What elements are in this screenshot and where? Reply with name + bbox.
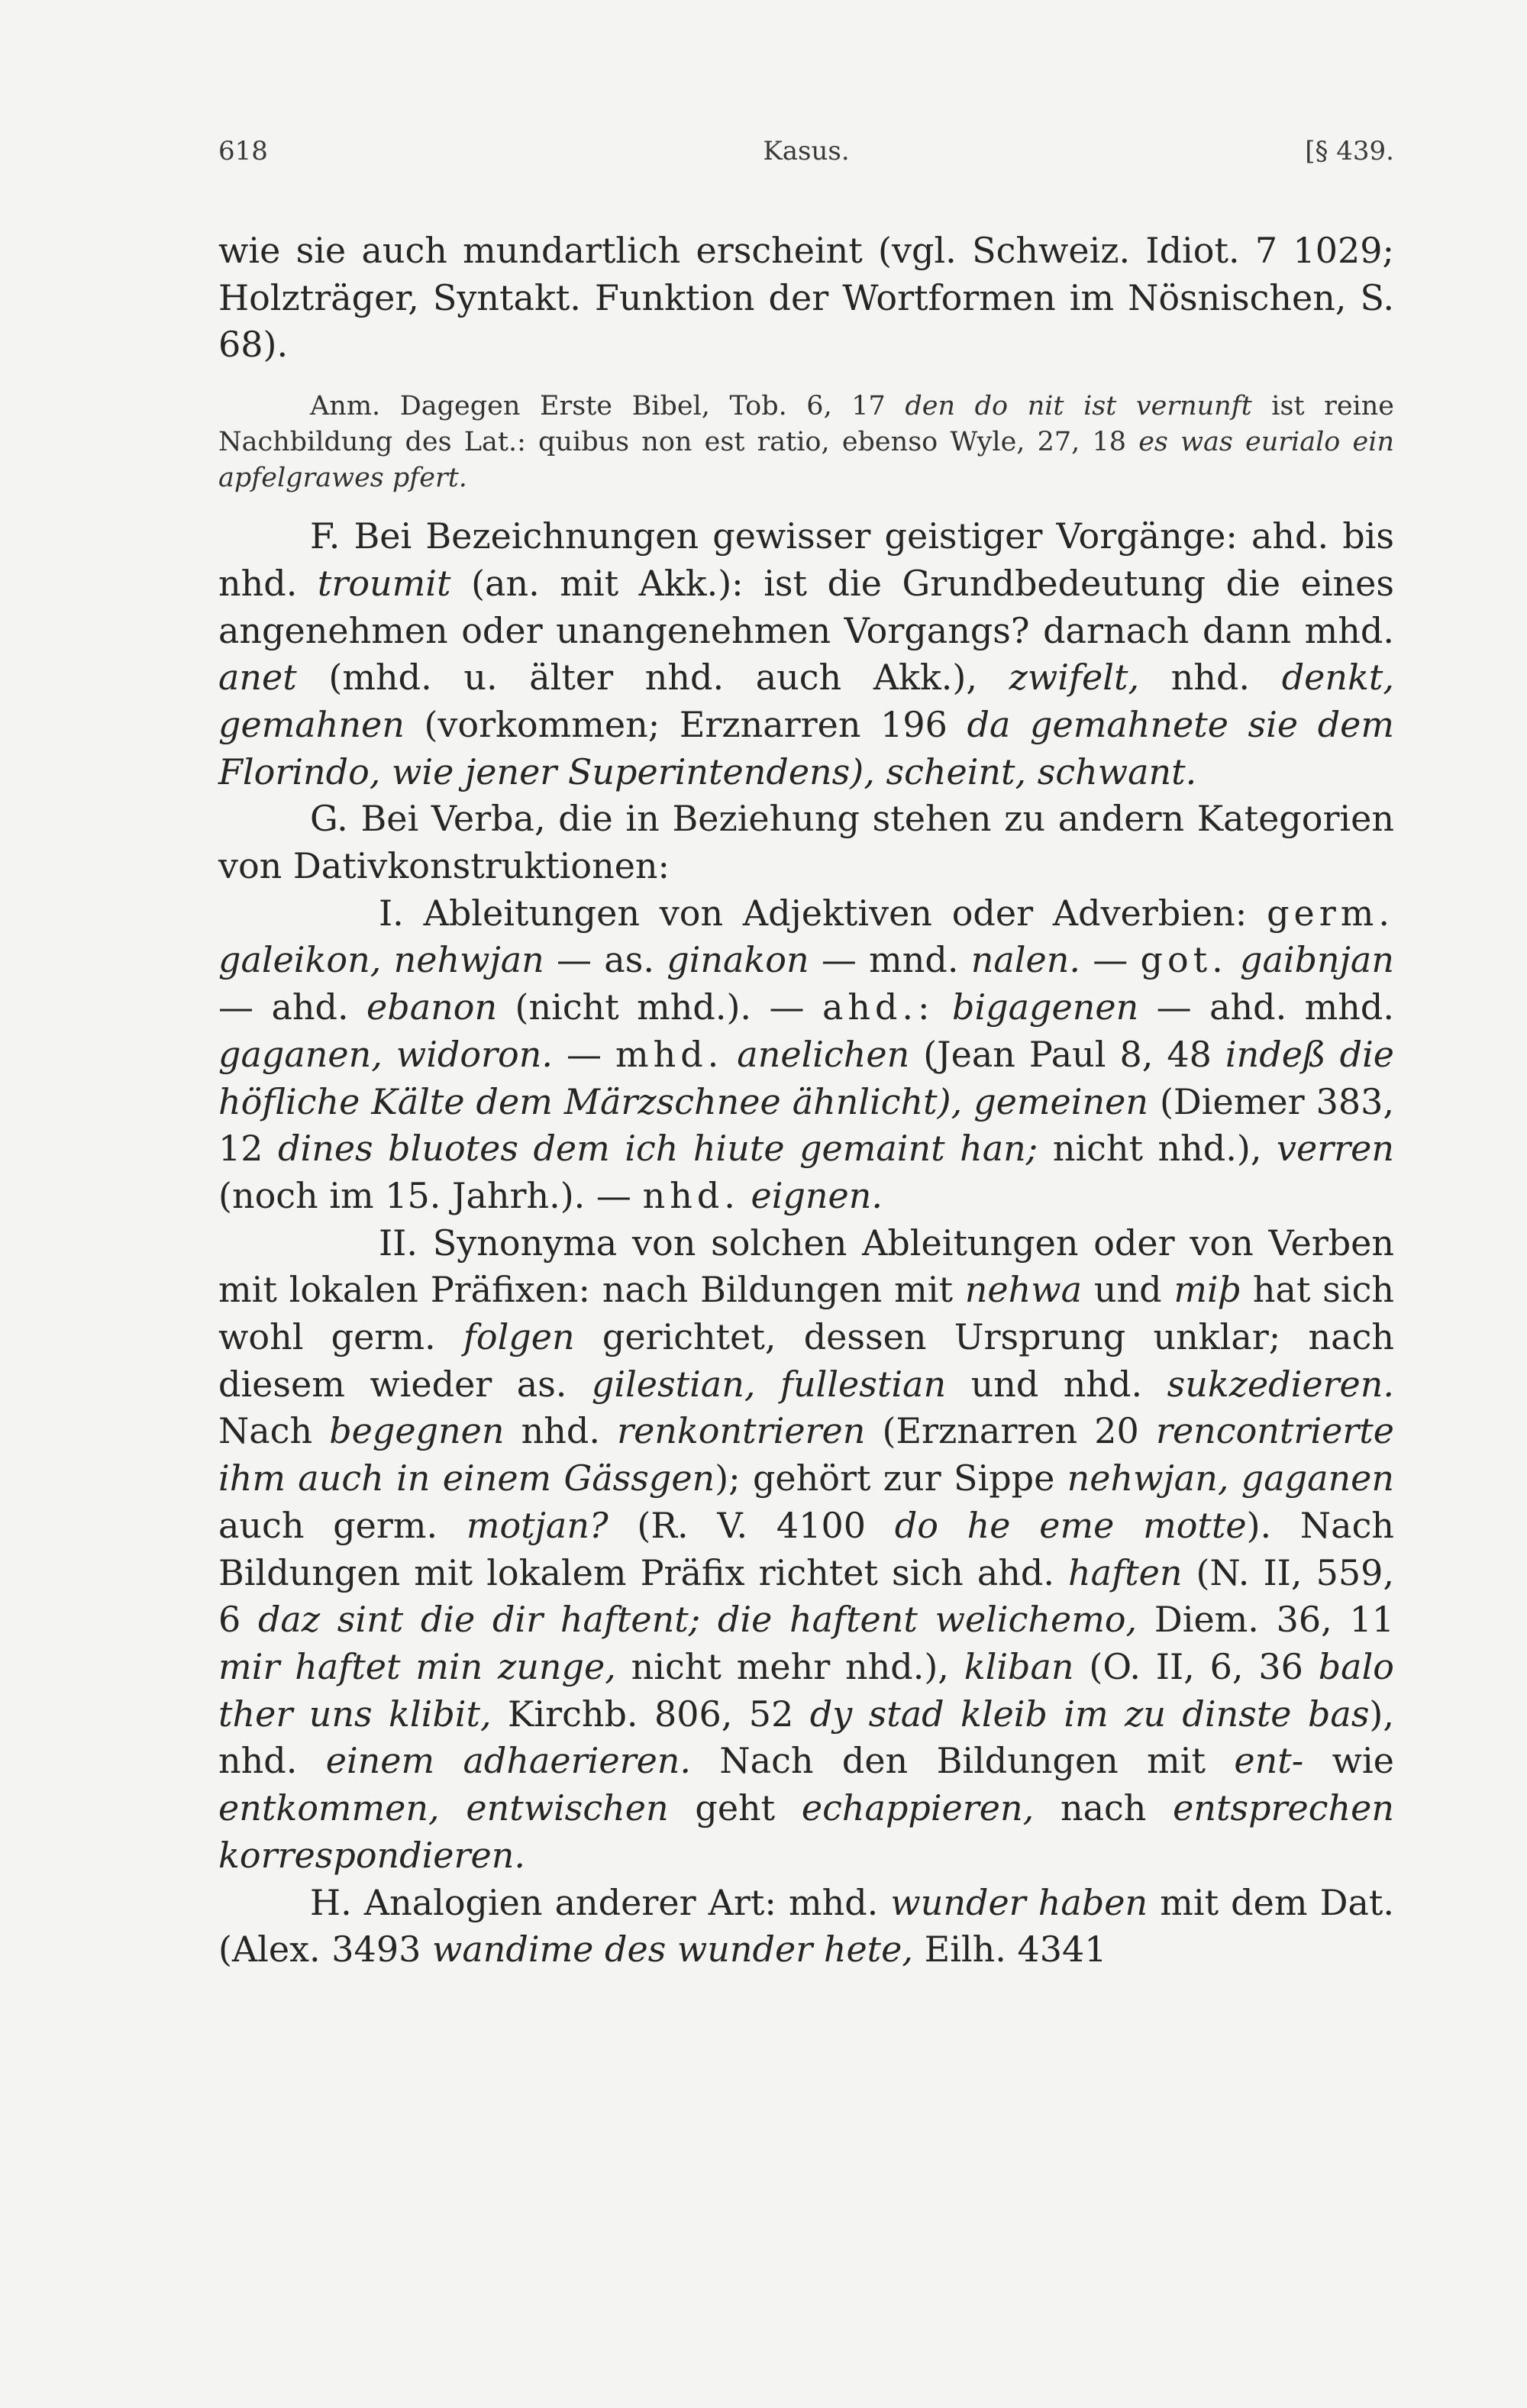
paragraph-anm <box>218 389 1394 496</box>
italic-text: gaganen, widoron. <box>218 1033 553 1075</box>
italic-text: entsprechen korrespondieren. <box>218 1787 1395 1876</box>
italic-text: ent- <box>1234 1740 1304 1782</box>
text-run: (an. mit Akk.): ist die Grundbedeutung die eines angenehmen oder unangenehmen Vorgangs? darnach dann mhd. <box>218 562 1394 651</box>
italic-text: rencontrierte ihm auch in einem Gässgen <box>218 1410 1394 1499</box>
text-run: F. Bei Bezeichnungen gewisser geistiger Vorgänge: ahd. bis nhd. <box>218 515 1394 604</box>
text-run: nicht mehr nhd.), <box>615 1645 964 1687</box>
italic-text: ginakon <box>667 939 809 981</box>
italic-text: gilestian, fullestian <box>591 1363 947 1405</box>
section-number: [§ 439. <box>1305 136 1394 166</box>
text-run: und nhd. <box>946 1363 1167 1405</box>
page-number: 618 <box>218 136 268 166</box>
page-header <box>218 136 1394 182</box>
italic-text: troumit <box>317 562 451 604</box>
italic-text: haften <box>1068 1551 1183 1593</box>
text-run: wie sie auch mundartlich erscheint (vgl. Schweiz. Idiot. 7 1029; Holzträger, Syntakt. Funktion der Wortformen im Nösnischen, S. 68). <box>218 230 1394 366</box>
italic-text: echappieren, <box>801 1787 1035 1829</box>
text-run: (R. V. 4100 <box>608 1504 895 1546</box>
text-run: G. Bei Verba, die in Beziehung stehen zu andern Kategorien von Dativkonstruktionen: <box>218 798 1394 887</box>
italic-text: es was eurialo ein apfelgrawes pfert. <box>218 427 1394 494</box>
text-run: auch germ. <box>218 1504 466 1546</box>
text-run: — <box>552 1033 615 1075</box>
text-run: nhd. <box>1139 657 1282 699</box>
text-run <box>723 1034 737 1075</box>
text-run: (Jean Paul 8, 48 <box>909 1033 1225 1075</box>
paragraph-pI <box>218 890 1394 1220</box>
text-run: ), nhd. <box>218 1693 1394 1782</box>
spaced-text: nhd. <box>642 1174 740 1216</box>
text-run: (vorkommen; Erznarren 196 <box>404 703 967 745</box>
spaced-text: mhd. <box>615 1033 724 1075</box>
italic-text: do he eme motte <box>894 1504 1247 1546</box>
text-run: (noch im 15. Jahrh.). — <box>218 1174 643 1216</box>
paragraph-pG <box>218 796 1394 889</box>
italic-text: wandime des wunder hete, <box>431 1929 914 1971</box>
text-run: ). Nach Bildungen mit lokalem Präfix richtet sich ahd. <box>218 1504 1394 1593</box>
text-run: wie <box>1303 1740 1394 1782</box>
spaced-text: germ. <box>1267 892 1394 934</box>
italic-text: nalen. <box>970 939 1080 981</box>
text-run: — <box>1080 939 1141 981</box>
text-run: gerichtet, dessen Ursprung unklar; nach diesem wieder as. <box>218 1316 1394 1405</box>
text-run: ist reine Nachbildung des Lat.: quibus non est ratio, ebenso Wyle, 27, 18 <box>218 391 1394 458</box>
text-run: mit dem Dat. (Alex. 3493 <box>218 1881 1394 1971</box>
italic-text: dines bluotes dem ich hiute gemaint han; <box>278 1128 1038 1170</box>
italic-text: balo ther uns klibit, <box>218 1645 1394 1735</box>
italic-text: wunder haben <box>890 1881 1148 1923</box>
text-run: Diem. 36, 11 <box>1137 1599 1394 1641</box>
body-text <box>218 228 1394 1974</box>
text-run: hat sich wohl germ. <box>218 1269 1394 1358</box>
italic-text: bigagenen <box>952 986 1139 1028</box>
text-run: — ahd. <box>218 986 367 1028</box>
italic-text: galeikon, nehwjan <box>218 939 544 981</box>
text-run: — ahd. mhd. <box>1138 986 1394 1028</box>
italic-text: den do nit ist vernunft <box>905 391 1252 422</box>
spaced-text: ahd.: <box>822 986 935 1028</box>
italic-text: sukzedieren. <box>1167 1363 1395 1405</box>
italic-text: gaibnjan <box>1240 939 1394 981</box>
paragraph-pH <box>218 1880 1394 1974</box>
text-run: (N. II, 559, 6 <box>218 1551 1394 1641</box>
paragraph-pF <box>218 513 1394 796</box>
running-title: Kasus. <box>763 136 850 166</box>
italic-text: daz sint die dir haftent; die haftent welichemo, <box>257 1599 1138 1641</box>
italic-text: indeß die höfliche Kälte dem Märzschnee ähnlicht), gemeinen <box>218 1033 1395 1122</box>
text-run: nhd. <box>504 1410 618 1452</box>
text-run: H. Analogien anderer Art: mhd. <box>310 1881 891 1923</box>
italic-text: einem adhaerieren. <box>325 1740 692 1782</box>
text-run: (O. II, 6, 36 <box>1073 1645 1319 1687</box>
italic-text: nehwa <box>964 1269 1083 1311</box>
italic-text: dy stad kleib im zu dinste bas <box>809 1693 1370 1735</box>
text-run: II. Synonyma von solchen Ableitungen oder von Verben mit lokalen Präfixen: nach Bildungen mit <box>218 1222 1394 1311</box>
italic-text: ebanon <box>366 986 498 1028</box>
italic-text: verren <box>1276 1128 1394 1170</box>
italic-text: folgen <box>463 1316 575 1358</box>
italic-text: da gemahnete sie dem Florindo, wie jener Superintendens), scheint, schwant. <box>218 703 1394 792</box>
text-run: geht <box>668 1787 802 1829</box>
italic-text: anelichen <box>737 1033 910 1075</box>
italic-text: zwifelt, <box>1009 657 1140 699</box>
text-run: (nicht mhd.). — <box>497 986 822 1028</box>
text-run <box>935 986 952 1028</box>
text-run: und <box>1082 1269 1174 1311</box>
italic-text: entkommen, entwischen <box>218 1787 669 1829</box>
italic-text: renkontrieren <box>617 1410 866 1452</box>
italic-text: nehwjan, gaganen <box>1067 1457 1394 1499</box>
text-run: (mhd. u. älter nhd. auch Akk.), <box>296 657 1009 699</box>
text-run: (Diemer 383, 12 <box>218 1080 1394 1170</box>
text-run: Nach den Bildungen mit <box>691 1740 1235 1782</box>
paragraph-p1 <box>218 228 1394 369</box>
text-run: nicht nhd.), <box>1038 1128 1277 1170</box>
italic-text: anet <box>218 657 297 699</box>
text-run: — as. <box>544 939 667 981</box>
text-run: ); gehört zur Sippe <box>715 1457 1067 1499</box>
italic-text: miþ <box>1173 1269 1241 1311</box>
text-run: I. Ableitungen von Adjektiven oder Adverbien: <box>379 892 1267 934</box>
text-run: nach <box>1034 1787 1173 1829</box>
spaced-text: got. <box>1140 939 1228 981</box>
text-run <box>740 1175 751 1216</box>
text-run: — mnd. <box>809 939 971 981</box>
italic-text: denkt, gemahnen <box>218 657 1394 745</box>
text-run: (Erznarren 20 <box>865 1410 1156 1452</box>
text-run: Eilh. 4341 <box>913 1929 1107 1971</box>
paragraph-pII <box>218 1220 1394 1880</box>
text-run: Nach <box>218 1410 330 1452</box>
italic-text: motjan? <box>466 1504 609 1546</box>
text-run: Anm. Dagegen Erste Bibel, Tob. 6, 17 <box>310 391 906 422</box>
italic-text: begegnen <box>329 1410 505 1452</box>
text-run: Kirchb. 806, 52 <box>491 1693 810 1735</box>
italic-text: eignen. <box>751 1174 883 1216</box>
italic-text: kliban <box>964 1645 1074 1687</box>
italic-text: mir haftet min zunge, <box>218 1645 616 1687</box>
text-run <box>1228 939 1240 980</box>
